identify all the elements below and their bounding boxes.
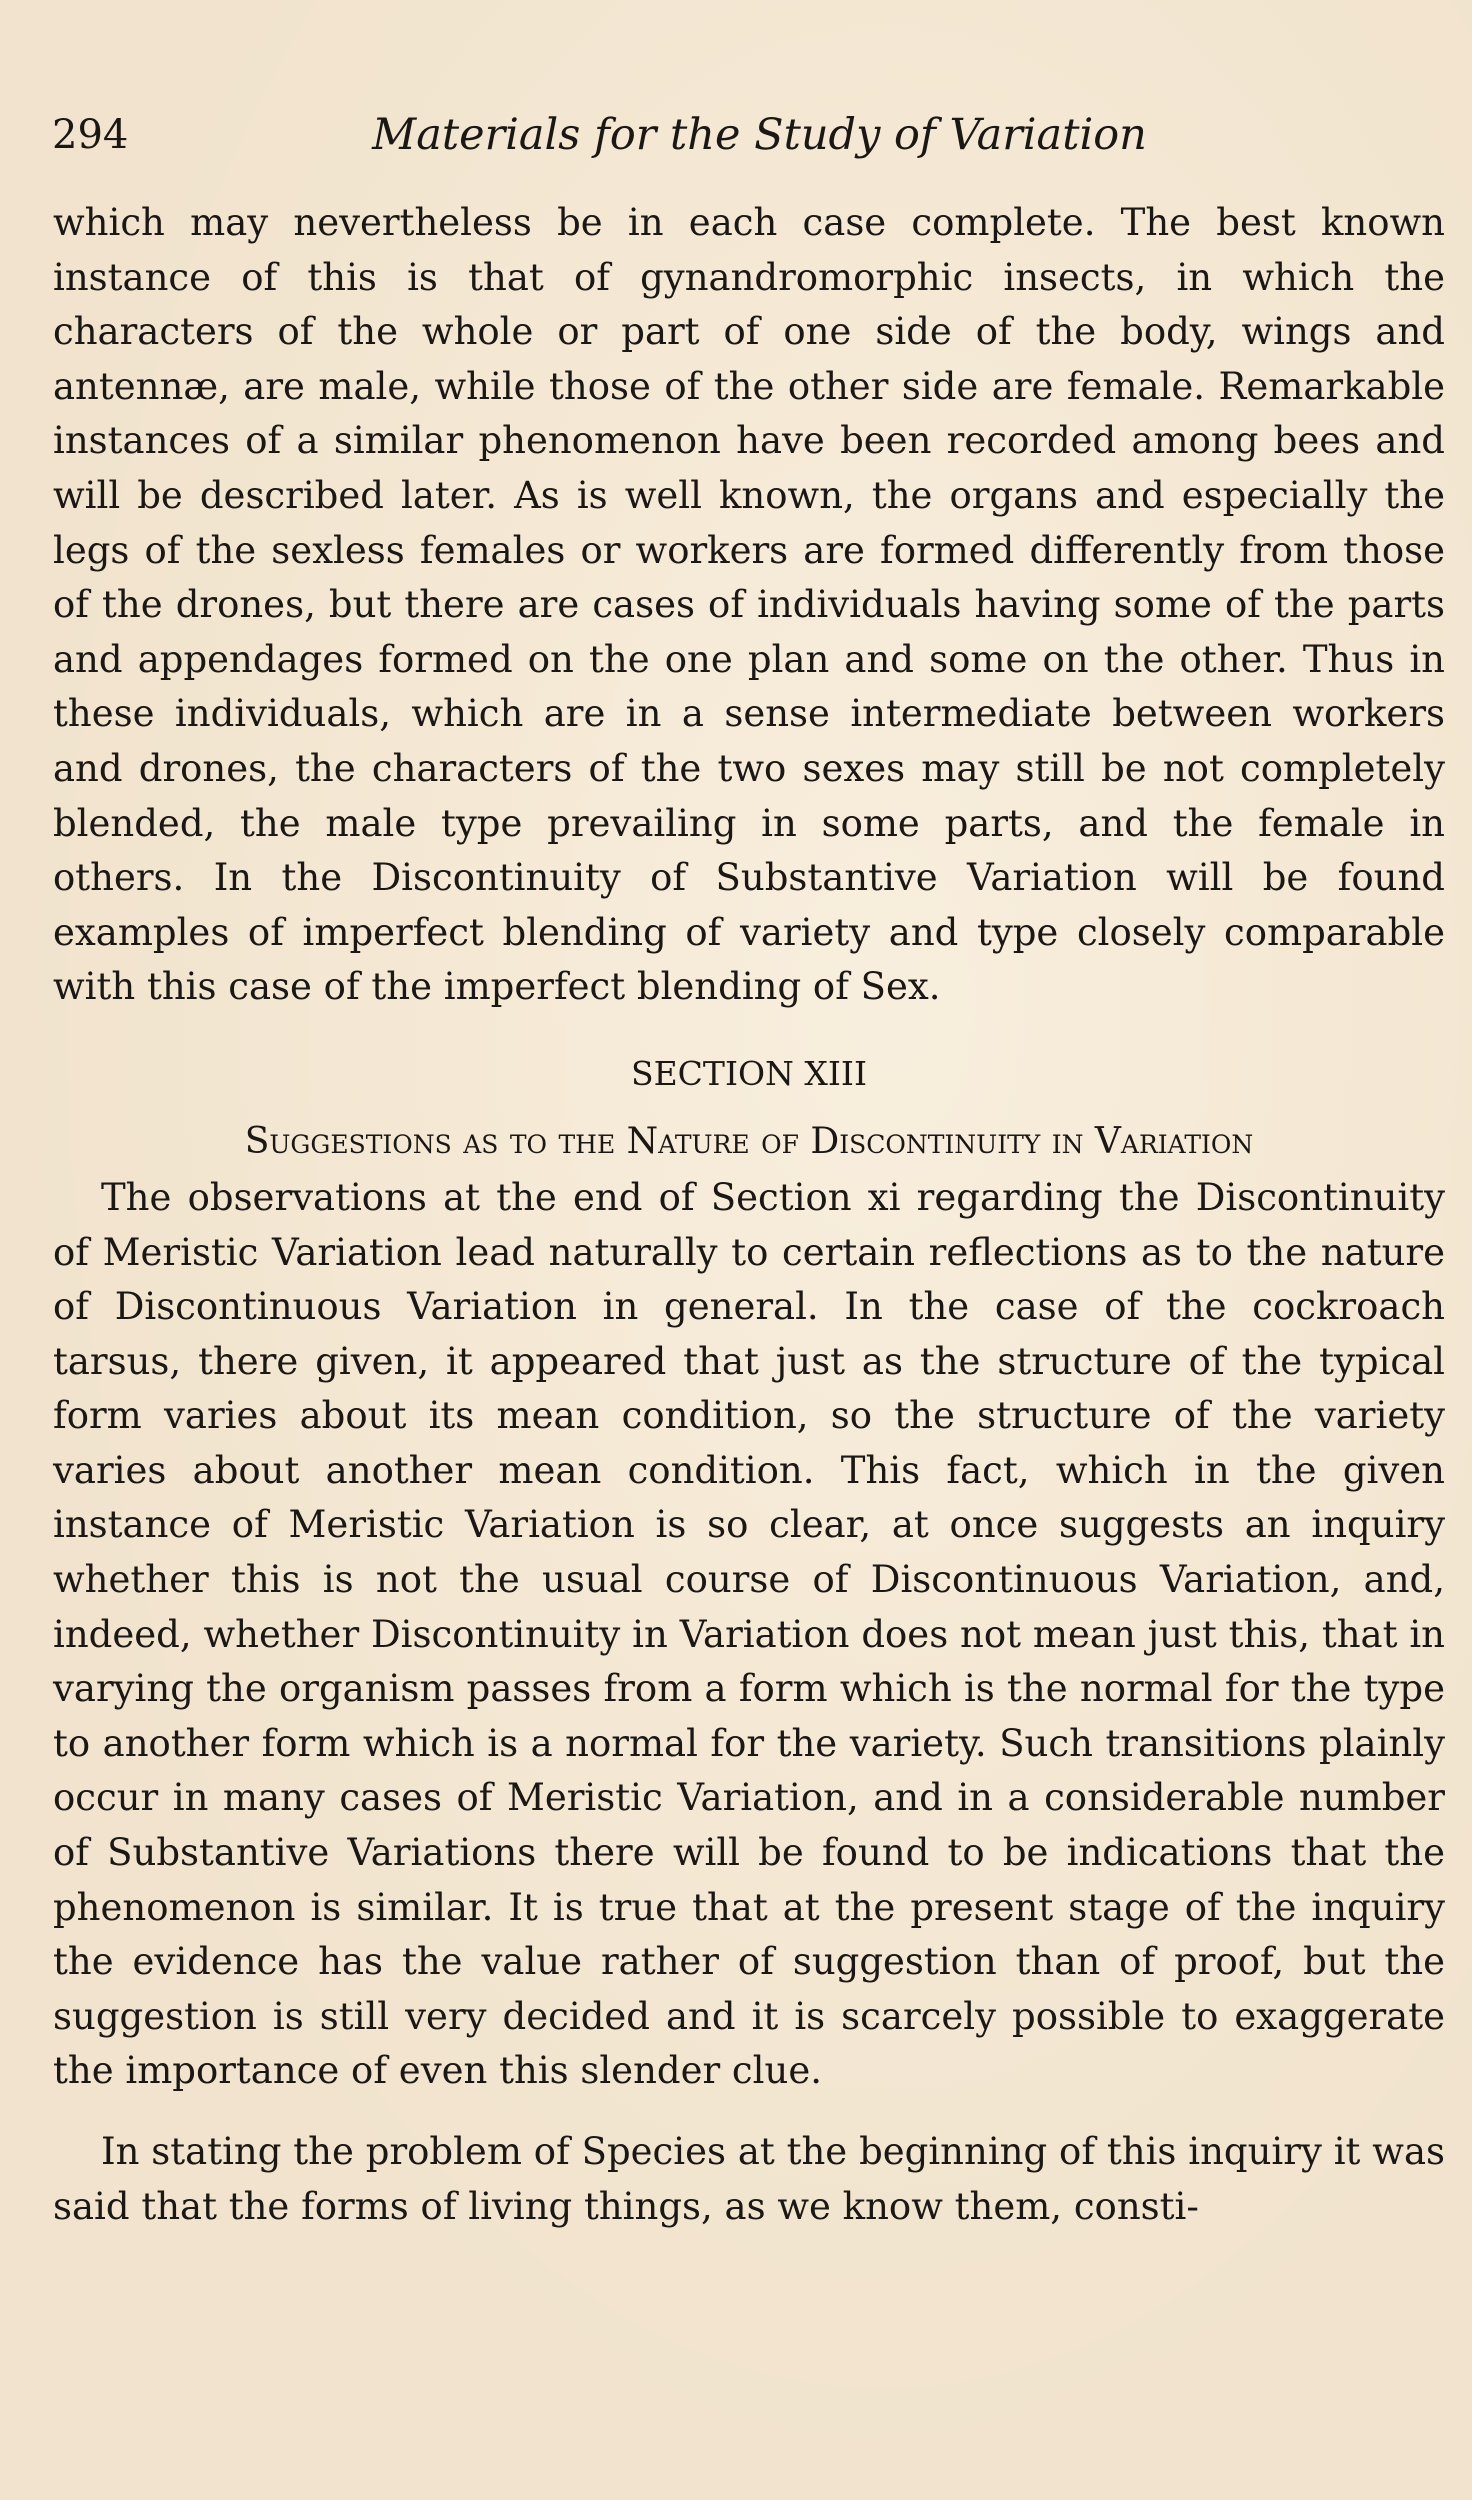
page-number: 294 — [52, 112, 129, 158]
section-number: SECTION XIII — [630, 1053, 867, 1093]
paragraph-continued: which may nevertheless be in each case complete. The best known instance of this is that of gynandromorphic insects, in which the characters of the whole or part of one side of the body, wings and antennæ, are male, while those of the other side are female. Remarkable instances of a similar phenomenon have been recorded among bees and will be described later. As is well known, the organs and especially the legs of the sexless females or workers are formed differently from those of the drones, but there are cases of individuals having some of the parts and appendages formed on the one plan and some on the other. Thus in these individuals, which are in a sense intermediate between workers and drones, the characters of the two sexes may still be not completely blended, the male type prevailing in some parts, and the female in others. In the Discontinuity of Substantive Variation will be found examples of imperfect blending of variety and type closely comparable with this case of the imperfect blending of Sex. — [53, 201, 1445, 1009]
paragraph: The observations at the end of Section xi regarding the Discontinuity of Meristic Variation lead naturally to certain reflections as to the nature of Discontinuous Variation in general. In the case of the cockroach tarsus, there given, it appeared that just as the structure of the typical form varies about its mean condition, so the structure of the variety varies about another mean condition. This fact, which in the given instance of Meristic Variation is so clear, at once suggests an inquiry whether this is not the usual course of Discontinuous Variation, and, indeed, whether Discontinuity in Variation does not mean just this, that in varying the organism passes from a form which is the normal for the type to another form which is a normal for the variety. Such transitions plainly occur in many cases of Meristic Variation, and in a considerable number of Substantive Variations there will be found to be indications that the phenomenon is similar. It is true that at the present stage of the inquiry the evidence has the value rather of suggestion than of proof, but the suggestion is still very decided and it is scarcely possible to exaggerate the importance of even this slender clue. — [53, 1175, 1445, 2093]
running-title: Materials for the Study of Variation — [372, 110, 1147, 160]
section-title: Suggestions as to the Nature of Discontinuity in Variation — [244, 1120, 1254, 1162]
page-header — [52, 105, 1447, 165]
body-text — [53, 196, 1445, 2234]
paragraph: In stating the problem of Species at the beginning of this inquiry it was said that the forms of living things, as we know them, consti- — [53, 2130, 1445, 2228]
